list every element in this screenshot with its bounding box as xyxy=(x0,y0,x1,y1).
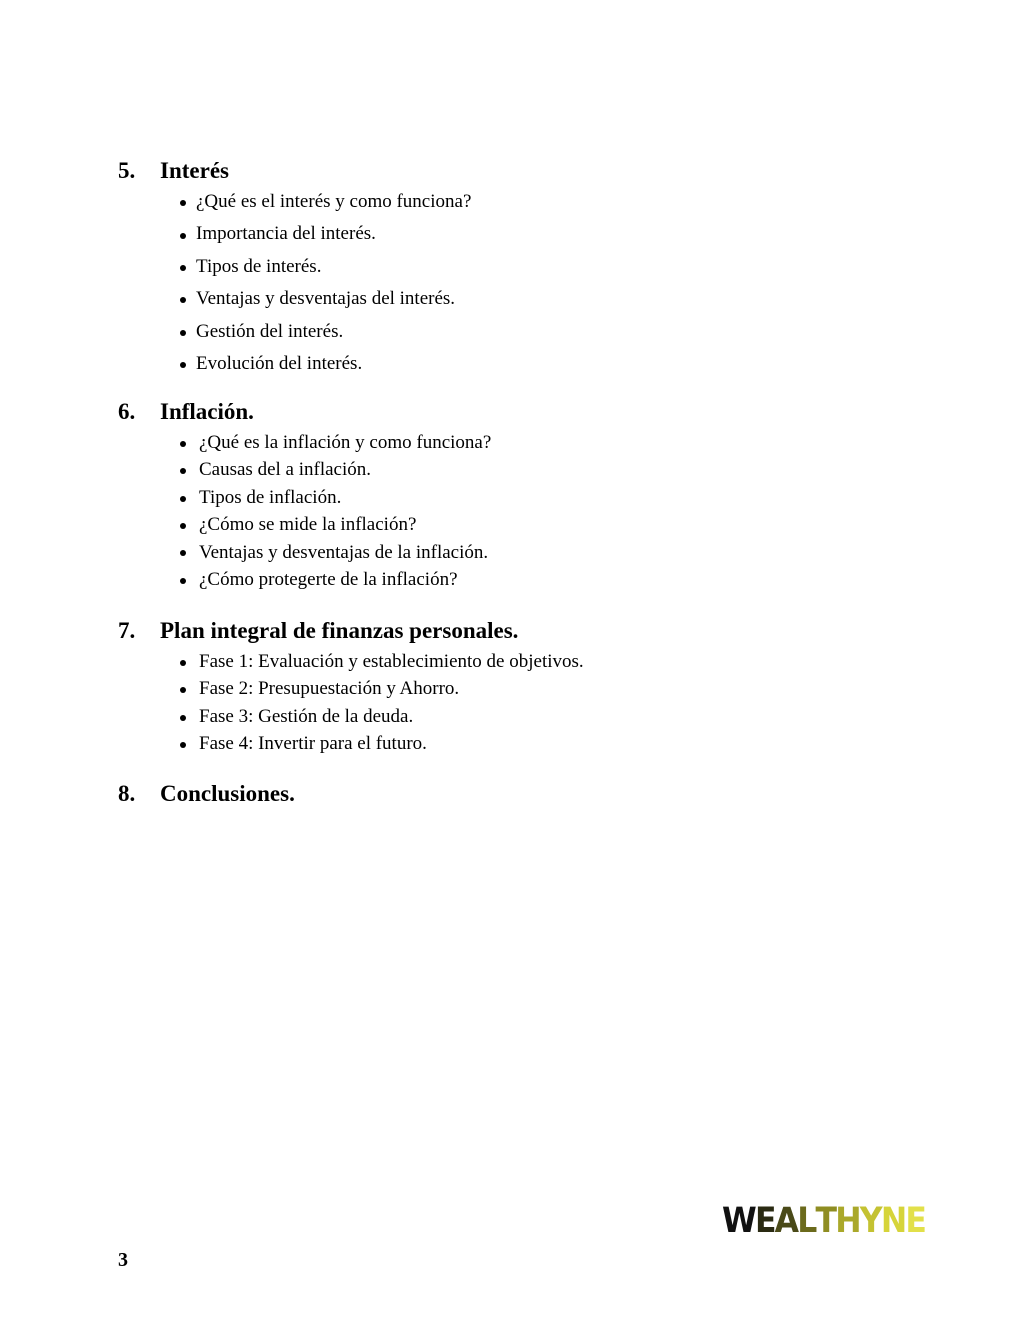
wealthyne-logo xyxy=(722,1201,925,1241)
logo-letter: H xyxy=(835,1201,860,1241)
logo-letter: Y xyxy=(859,1201,881,1241)
section-number: 5. xyxy=(118,158,136,183)
list-item: Importancia del interés. xyxy=(118,218,898,250)
logo-letter: E xyxy=(905,1201,926,1241)
list-item: Fase 4: Invertir para el futuro. xyxy=(118,730,898,757)
bullet-list xyxy=(118,648,898,758)
section-heading xyxy=(118,398,898,426)
list-item: ¿Cómo se mide la inflación? xyxy=(118,511,898,538)
section-title: Interés xyxy=(160,158,229,183)
section-plan-integral xyxy=(118,617,898,758)
list-item: Fase 1: Evaluación y establecimiento de objetivos. xyxy=(118,648,898,675)
section-number: 8. xyxy=(118,781,136,806)
list-item: Causas del a inflación. xyxy=(118,456,898,483)
list-item: Gestión del interés. xyxy=(118,316,898,348)
list-item: ¿Qué es la inflación y como funciona? xyxy=(118,429,898,456)
logo-letter: A xyxy=(774,1201,798,1241)
bullet-list xyxy=(118,186,898,380)
section-title: Inflación. xyxy=(160,399,254,424)
list-item: Evolución del interés. xyxy=(118,348,898,380)
list-item: ¿Cómo protegerte de la inflación? xyxy=(118,566,898,593)
bullet-list xyxy=(118,429,898,593)
logo-letter: L xyxy=(797,1201,816,1241)
section-title: Conclusiones. xyxy=(160,781,295,806)
section-inflacion xyxy=(118,398,898,593)
section-title: Plan integral de finanzas personales. xyxy=(160,618,519,643)
logo-letter: N xyxy=(880,1201,906,1241)
section-heading xyxy=(118,157,898,185)
logo-letter: W xyxy=(722,1201,755,1241)
section-interes xyxy=(118,157,898,380)
section-conclusiones xyxy=(118,780,898,808)
page-number: 3 xyxy=(118,1249,128,1271)
section-heading xyxy=(118,617,898,645)
logo-letter: T xyxy=(815,1201,836,1241)
section-heading xyxy=(118,780,898,808)
list-item: ¿Qué es el interés y como funciona? xyxy=(118,186,898,218)
section-number: 6. xyxy=(118,399,136,424)
list-item: Tipos de inflación. xyxy=(118,484,898,511)
logo-letter: E xyxy=(754,1201,775,1241)
section-number: 7. xyxy=(118,618,136,643)
list-item: Tipos de interés. xyxy=(118,251,898,283)
list-item: Ventajas y desventajas de la inflación. xyxy=(118,539,898,566)
list-item: Fase 2: Presupuestación y Ahorro. xyxy=(118,675,898,702)
list-item: Ventajas y desventajas del interés. xyxy=(118,283,898,315)
list-item: Fase 3: Gestión de la deuda. xyxy=(118,703,898,730)
